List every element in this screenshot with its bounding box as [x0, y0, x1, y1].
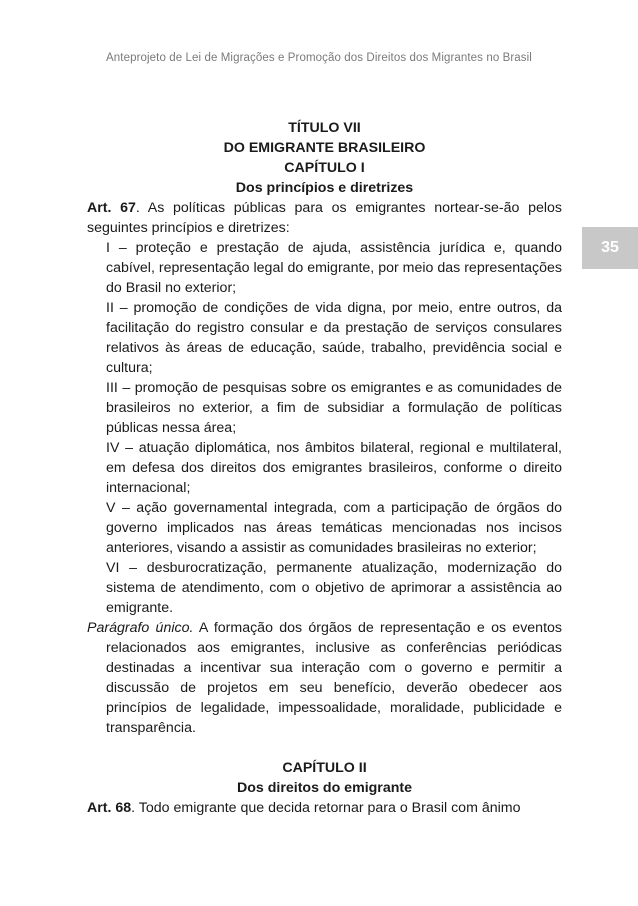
chapter-2-name: Dos direitos do emigrante — [236, 780, 412, 796]
article-67-item-2: II – promoção de condições de vida digna, por meio, entre outros, da facilitação do registro consular e da prestação de serviços consulares relativos às áreas de educação, saúde, trabalho, previdência social e cultura; — [106, 300, 562, 376]
chapter-1-name: Dos princípios e diretrizes — [235, 180, 414, 196]
article-67-item-6: VI – desburocratização, permanente atualização, modernização do sistema de atendimento, com o objetivo de aprimorar a assistência ao emigrante. — [106, 560, 562, 616]
chapter-1-heading: CAPÍTULO I — [284, 160, 365, 176]
sole-paragraph-label: Parágrafo único. — [87, 620, 194, 636]
page-number: 35 — [601, 239, 619, 256]
article-67-item-1: I – proteção e prestação de ajuda, assistência jurídica e, quando cabível, representação legal do emigrante, por meio das representações do Brasil no exterior; — [106, 240, 562, 296]
article-68 — [87, 798, 562, 818]
title-heading: TÍTULO VII — [288, 120, 361, 136]
article-67-item-4: IV – atuação diplomática, nos âmbitos bilateral, regional e multilateral, em defesa dos direitos dos emigrantes brasileiros, conforme o direito internacional; — [106, 440, 562, 496]
article-67-text: . As políticas públicas para os emigrantes nortear-se-ão pelos seguintes princípios e diretrizes: — [87, 200, 562, 236]
article-67-label: Art. 67 — [87, 200, 136, 216]
sole-paragraph — [87, 618, 562, 738]
document-body — [87, 118, 562, 818]
article-67 — [87, 198, 562, 238]
chapter-2-heading: CAPÍTULO II — [282, 760, 367, 776]
section-gap — [87, 738, 562, 758]
sole-paragraph-text: A formação dos órgãos de representação e os eventos relacionados aos emigrantes, inclusive as conferências periódicas destinadas a incentivar sua interação com o governo e permitir a discussão de projetos em seu benefício, deverão obedecer aos princípios de legalidade, impessoalidade, moralidade, publicidade e transparência. — [106, 620, 562, 736]
article-67-item-3: III – promoção de pesquisas sobre os emigrantes e as comunidades de brasileiros no exterior, a fim de subsidiar a formulação de políticas públicas nessa área; — [106, 380, 562, 436]
article-67-item-5: V – ação governamental integrada, com a participação de órgãos do governo implicados nas áreas temáticas mencionadas nos incisos anteriores, visando a assistir as comunidades brasileiras no exterior; — [106, 500, 562, 556]
page-number-tab — [582, 227, 638, 269]
running-header: Anteprojeto de Lei de Migrações e Promoção dos Direitos dos Migrantes no Brasil — [106, 52, 532, 64]
title-name: DO EMIGRANTE BRASILEIRO — [223, 140, 426, 156]
article-68-label: Art. 68 — [87, 800, 132, 816]
article-68-text: . Todo emigrante que decida retornar para o Brasil com ânimo — [131, 800, 521, 816]
